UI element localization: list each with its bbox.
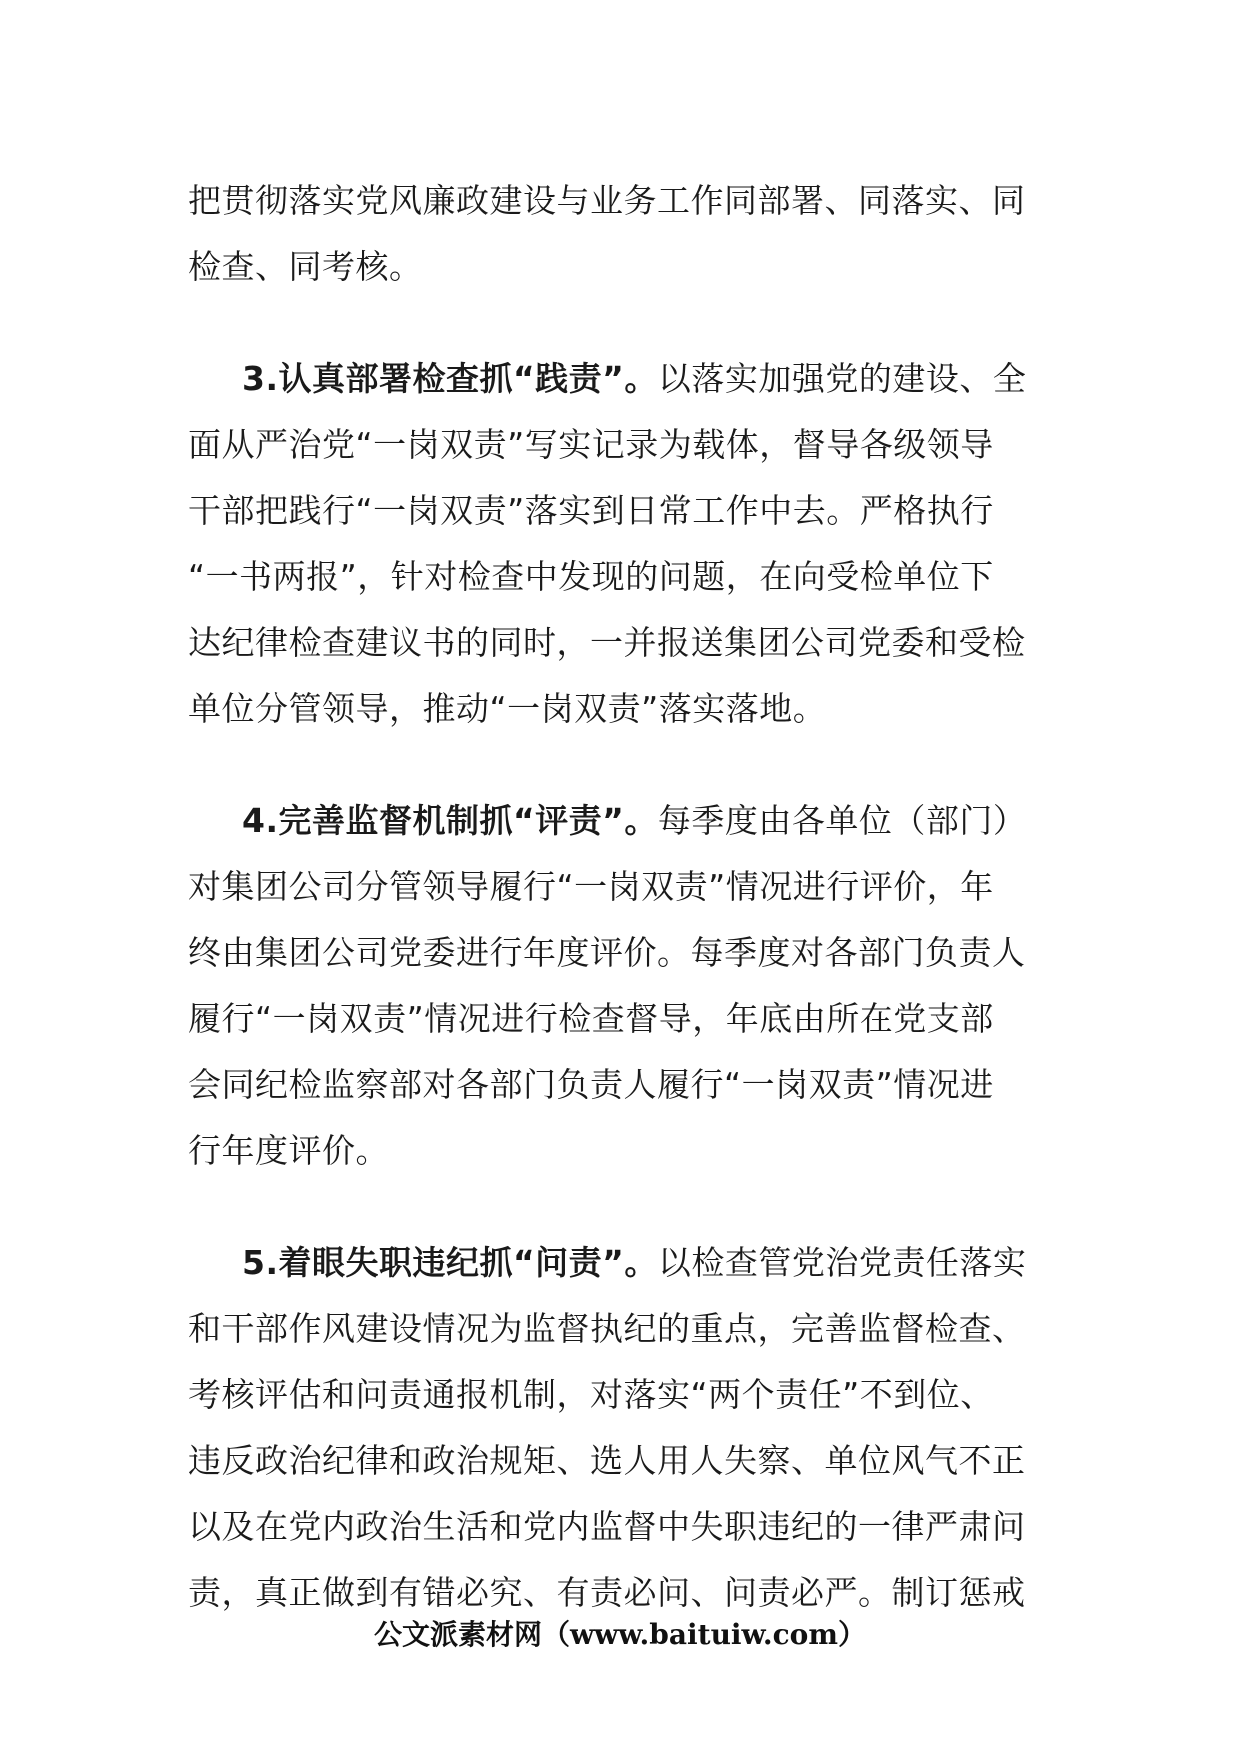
section-5-heading: 5.着眼失职违纪抓“问责”。 <box>242 1243 658 1282</box>
section-3-paragraph <box>188 346 1068 742</box>
text-line: 对集团公司分管领导履行“一岗双责”情况进行评价，年 <box>188 867 994 906</box>
text-line: 终由集团公司党委进行年度评价。每季度对各部门负责人 <box>188 933 1026 972</box>
intro-paragraph <box>188 168 1068 300</box>
document-body <box>188 168 1068 1626</box>
text-line: 干部把践行“一岗双责”落实到日常工作中去。严格执行 <box>188 491 994 530</box>
section-4-paragraph <box>188 788 1068 1184</box>
text-line: 考核评估和问责通报机制，对落实“两个责任”不到位、 <box>188 1375 994 1414</box>
text-line: 责，真正做到有错必究、有责必问、问责必严。制订惩戒 <box>188 1573 1026 1612</box>
section-3-first-line <box>188 346 1068 412</box>
text-line: 以及在党内政治生活和党内监督中失职违纪的一律严肃问 <box>188 1507 1026 1546</box>
text-line: 履行“一岗双责”情况进行检查督导，年底由所在党支部 <box>188 999 994 1038</box>
section-4-lead-text: 每季度由各单位（部门） <box>657 801 1027 840</box>
section-3-heading: 3.认真部署检查抓“践责”。 <box>242 359 658 398</box>
text-line: 把贯彻落实党风廉政建设与业务工作同部署、同落实、同 <box>188 181 1026 220</box>
text-line: 达纪律检查建议书的同时，一并报送集团公司党委和受检 <box>188 623 1026 662</box>
text-line: 面从严治党“一岗双责”写实记录为载体，督导各级领导 <box>188 425 994 464</box>
text-line: 行年度评价。 <box>188 1131 389 1170</box>
text-line: 会同纪检监察部对各部门负责人履行“一岗双责”情况进 <box>188 1065 994 1104</box>
section-5-first-line <box>188 1230 1068 1296</box>
section-5-paragraph <box>188 1230 1068 1626</box>
text-line: “一书两报”，针对检查中发现的问题，在向受检单位下 <box>188 557 994 596</box>
text-line: 检查、同考核。 <box>188 247 423 286</box>
section-5-lead-text: 以检查管党治党责任落实 <box>657 1243 1027 1282</box>
page-footer: 公文派素材网（www.baituiw.com） <box>374 1618 866 1651</box>
text-line: 单位分管领导，推动“一岗双责”落实落地。 <box>188 689 827 728</box>
section-4-heading: 4.完善监督机制抓“评责”。 <box>242 801 658 840</box>
text-line: 和干部作风建设情况为监督执纪的重点，完善监督检查、 <box>188 1309 1026 1348</box>
text-line: 违反政治纪律和政治规矩、选人用人失察、单位风气不正 <box>188 1441 1026 1480</box>
section-3-lead-text: 以落实加强党的建设、全 <box>657 359 1027 398</box>
section-4-first-line <box>188 788 1068 854</box>
